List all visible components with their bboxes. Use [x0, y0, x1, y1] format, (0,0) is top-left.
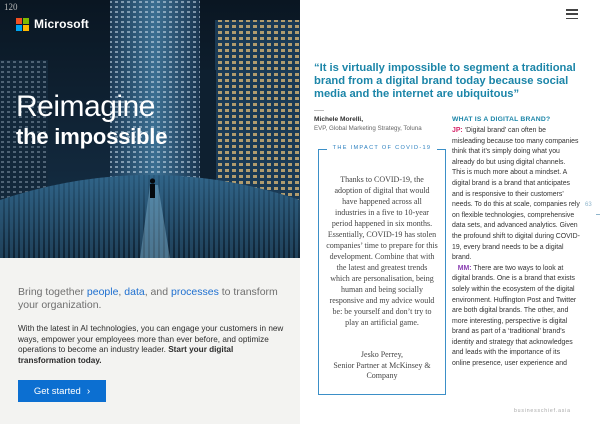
hero-title: [16, 92, 167, 148]
mm-text: There are two ways to look at digital brands. One is a brand that exists solely within the ecosystem of the digital environment. Huffington Post and Twitter are both digital brands. The other, and more interesting, perspective is digital brand as part of a ‘traditional’ brand’s identity and strategy that acknowledges and leads with the importance of its online presence, user experience and: [452, 264, 577, 368]
hero-title-line2: the impossible: [16, 124, 168, 149]
pull-quote: “It is virtually impossible to segment a traditional brand from a digital brand today because social media and the internet are ubiquitous”: [314, 62, 576, 100]
page-number-right: 63: [585, 202, 592, 208]
footer-website: businesschief.asia: [514, 408, 571, 414]
brand-name: Microsoft: [34, 17, 89, 31]
advert-lead: [18, 286, 280, 312]
sidebar-text: Thanks to COVID-19, the adoption of digital that would have happened across all industries in a five to 10-year period happened in six months. Essentially, COVID-19 has stolen companies’ time to prepare for this development. Combine that with the latest and greatest trends which are personalisation, being human and being socially responsive and my advice would be: be yourself and don’t try to play an artificial game.: [326, 175, 438, 327]
jp-label: JP:: [452, 127, 463, 134]
quote-attribution-role: EVP, Global Marketing Strategy, Toluna: [314, 125, 422, 132]
quote-attribution-name: Michele Morelli,: [314, 116, 364, 123]
lead-sep2: , and: [144, 286, 171, 298]
get-started-label: Get started: [33, 385, 81, 397]
jp-text: ‘Digital brand’ can often be misleading because too many companies think that it’s simply doing what you already do but using digital channels. This is much more about a mindset. A digital brand is a brand that anticipates and is responsive to their customers’ needs. To do this at scale, companies rely on flexible technologies, comprehensive data sets, and advanced analytics. Given the profound shift to digital during COVID-19, every brand needs to be a digital brand.: [452, 127, 580, 262]
qa-answer-jp: [452, 126, 580, 264]
get-started-button[interactable]: [18, 380, 106, 402]
page-number-left: 120: [4, 2, 18, 12]
advert-body: [18, 324, 284, 366]
mm-label: MM:: [457, 264, 472, 272]
microsoft-logo-icon: [16, 18, 29, 31]
covid-impact-sidebar: [318, 145, 446, 395]
article-page: [300, 0, 600, 424]
lead-sep1: ,: [118, 286, 125, 298]
microsoft-brand: [16, 17, 89, 31]
qa-column: [452, 116, 580, 370]
lead-data: data: [124, 286, 145, 298]
qa-heading: WHAT IS A DIGITAL BRAND?: [452, 116, 551, 123]
hamburger-menu-icon[interactable]: [566, 9, 578, 19]
advert-body-text: With the latest in AI technologies, you can engage your customers in new ways, empower your employees more than ever before, and optimize operations to become an industry leader.: [18, 324, 284, 355]
lead-part1: Bring together: [18, 286, 87, 298]
sidebar-signature-role: Senior Partner at McKinsey & Company: [333, 360, 431, 380]
chevron-right-icon: ›: [86, 385, 91, 397]
lead-part2: to transform your organization.: [18, 286, 278, 311]
lead-processes: processes: [170, 286, 219, 298]
sidebar-title: THE IMPACT OF COVID-19: [327, 145, 437, 151]
hero-title-line1: Reimagine: [16, 90, 155, 123]
quote-divider: [314, 110, 324, 111]
sidebar-signature-name: Jesko Perrey,: [360, 350, 404, 359]
lead-people: people: [86, 286, 119, 298]
advert-body-bold: Start your digital transformation today.: [18, 345, 234, 365]
page-edge-marker: [596, 214, 600, 215]
qa-answer-mm: [452, 264, 580, 370]
sidebar-signature: [326, 350, 438, 382]
